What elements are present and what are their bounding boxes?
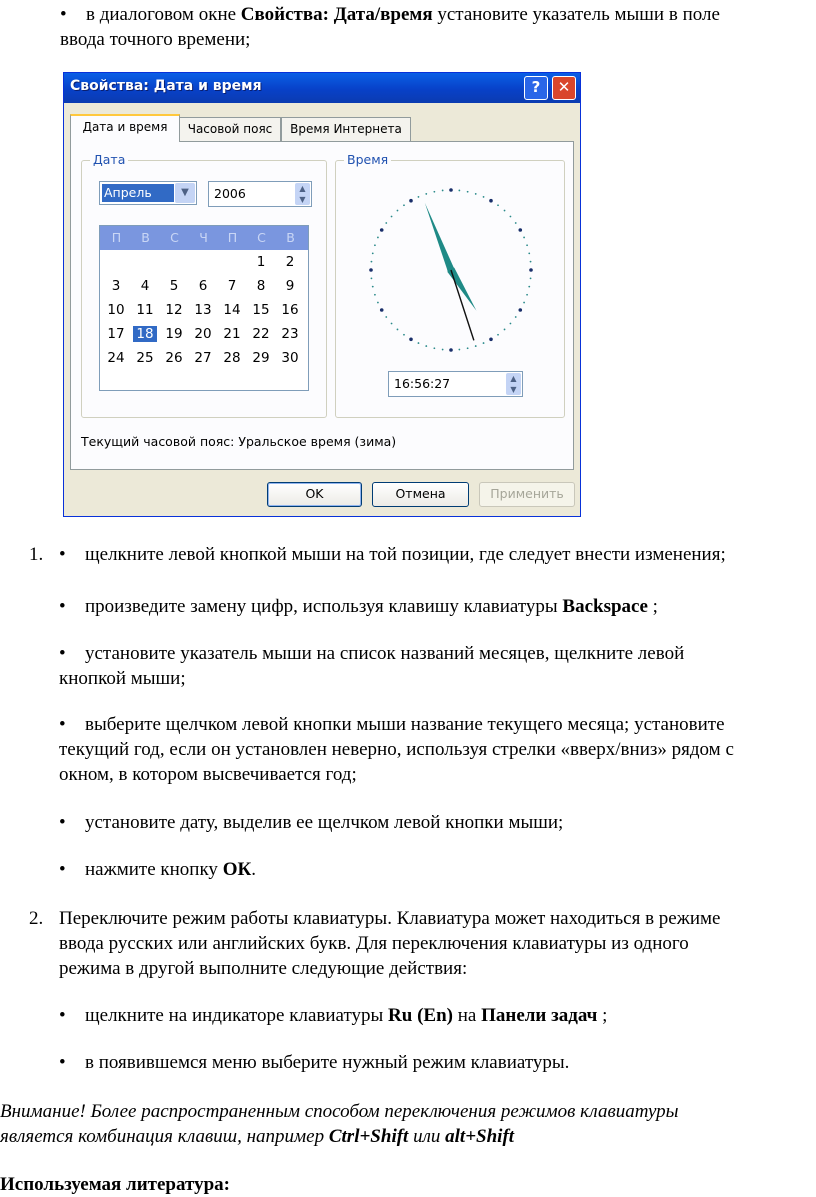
list2-sub2: • в появившемся меню выберите нужный режим клавиатуры. [59,1052,570,1073]
clock-minute-mark [372,286,374,288]
clock-hour-mark [518,308,522,312]
calendar-day[interactable]: 16 [281,302,299,318]
date-group-label: Дата [90,152,128,167]
clock-minute-mark [433,347,435,349]
list2-line1: 2. Переключите режим работы клавиатуры. Клавиатура может находиться в режиме [29,908,721,929]
clock-minute-mark [530,277,532,279]
calendar-day[interactable]: 8 [256,278,266,294]
calendar-day[interactable]: 1 [256,254,266,270]
tab-internet-time[interactable]: Время Интернета [281,117,411,141]
weekday-label: В [141,230,150,245]
cancel-button[interactable]: Отмена [372,482,469,507]
clock-minute-mark [425,193,427,195]
list1-item-4-line2: текущий год, если он установлен неверно, используя стрелки «вверх/вниз» рядом с [59,739,734,760]
clock-minute-hand [425,203,454,278]
calendar-day[interactable]: 23 [281,326,299,342]
clock-minute-mark [442,349,444,351]
list1-item-3-line2: кнопкой мыши; [59,668,186,689]
clock-minute-mark [467,347,469,349]
tab-panel [70,141,574,470]
clock-minute-mark [510,323,512,325]
calendar-day[interactable]: 21 [223,326,241,342]
weekday-label: С [257,230,266,245]
clock-hour-mark [380,228,384,232]
clock-minute-mark [425,345,427,347]
note-line2: является комбинация клавиш, например Ctrl+Shift или alt+Shift [0,1126,515,1147]
spin-arrows-icon[interactable]: ▲ ▼ [506,373,521,395]
calendar-day[interactable]: 17 [107,326,125,342]
clock-minute-mark [526,294,528,296]
month-select[interactable] [99,181,197,205]
list2-line3: режима в другой выполните следующие действия: [59,958,468,979]
clock-minute-mark [523,237,525,239]
tab-timezone[interactable]: Часовой пояс [179,117,281,141]
clock-minute-mark [374,294,376,296]
clock-minute-mark [530,261,532,263]
time-group [335,152,565,418]
clock-minute-mark [528,252,530,254]
clock-hour-mark [529,268,533,272]
clock-minute-mark [403,334,405,336]
month-value: Апрель [102,184,174,202]
clock-minute-mark [374,244,376,246]
dialog-title: Свойства: Дата и время [70,78,262,94]
clock-minute-mark [377,302,379,304]
list1-item-6: • нажмите кнопку ОК. [59,859,256,880]
spin-arrows-icon[interactable]: ▲ ▼ [295,183,310,205]
clock-minute-mark [371,277,373,279]
clock-minute-mark [475,193,477,195]
note-line1: Внимание! Более распространенным способом переключения режимов клавиатуры [0,1101,679,1122]
calendar-weekday-header [100,226,308,250]
clock-minute-mark [528,286,530,288]
clock-minute-mark [418,342,420,344]
calendar-day[interactable]: 30 [281,350,299,366]
clock-minute-mark [433,191,435,193]
intro-paragraph: • в диалоговом окне Свойства: Дата/время установите указатель мыши в поле [60,4,720,25]
list1-item-2: • произведите замену цифр, используя клавишу клавиатуры Backspace ; [59,596,658,617]
clock-minute-mark [397,210,399,212]
year-value: 2006 [214,186,246,201]
clock-hour-mark [380,308,384,312]
clock-minute-mark [497,334,499,336]
calendar-day[interactable]: 27 [194,350,212,366]
help-button[interactable]: ? [524,76,548,100]
clock-minute-mark [504,210,506,212]
calendar-day[interactable]: 28 [223,350,241,366]
calendar-day[interactable]: 22 [252,326,270,342]
clock-minute-mark [515,222,517,224]
calendar-day[interactable]: 9 [285,278,295,294]
clock-minute-mark [391,216,393,218]
year-spinner[interactable] [208,181,312,207]
calendar-day[interactable]: 3 [111,278,121,294]
calendar-day[interactable]: 15 [252,302,270,318]
intro-line2: ввода точного времени; [60,29,251,50]
list1-item-1: 1. • щелкните левой кнопкой мыши на той позиции, где следует внести изменения; [29,544,726,565]
time-group-label: Время [344,152,391,167]
calendar-day[interactable]: 29 [252,350,270,366]
clock-minute-mark [504,329,506,331]
literature-heading: Используемая литература: [0,1174,230,1195]
calendar-day[interactable]: 20 [194,326,212,342]
list-number: 1. [29,544,44,565]
timezone-label: Текущий часовой пояс: Уральское время (зима) [81,434,397,449]
clock-minute-mark [467,191,469,193]
clock-minute-mark [483,342,485,344]
clock-minute-mark [475,345,477,347]
title-bar [64,73,580,103]
clock-minute-mark [391,323,393,325]
clock-hour-mark [449,188,453,192]
calendar-day[interactable]: 11 [136,302,154,318]
time-field[interactable] [388,371,523,397]
calendar-day[interactable]: 5 [169,278,179,294]
calendar-day[interactable]: 12 [165,302,183,318]
tab-date-time[interactable]: Дата и время [70,114,180,142]
bullet: • [60,4,67,25]
list-number: 2. [29,908,44,929]
calendar-day[interactable]: 7 [227,278,237,294]
clock-minute-mark [372,252,374,254]
clock-minute-mark [510,216,512,218]
calendar-day[interactable]: 10 [107,302,125,318]
clock-minute-mark [515,316,517,318]
list2-sub1: • щелкните на индикаторе клавиатуры Ru (En) на Панели задач ; [59,1005,608,1026]
clock-minute-mark [497,204,499,206]
calendar-day[interactable]: 26 [165,350,183,366]
chevron-down-icon[interactable]: ▼ [175,183,195,203]
ok-button[interactable]: OK [267,482,362,507]
close-button[interactable]: ✕ [552,76,576,100]
clock-hour-mark [489,337,493,341]
calendar-day[interactable]: 2 [285,254,295,270]
calendar-day[interactable]: 4 [140,278,150,294]
date-group [81,152,327,418]
clock-hour-mark [409,337,413,341]
clock-minute-mark [442,190,444,192]
clock-minute-mark [371,261,373,263]
clock-second-hand [451,270,474,340]
clock-hour-mark [369,268,373,272]
calendar-day[interactable]: 24 [107,350,125,366]
apply-button: Применить [479,482,575,507]
clock-minute-mark [458,190,460,192]
list1-item-4-line3: окном, в котором высвечивается год; [59,764,357,785]
clock-minute-mark [403,204,405,206]
calendar[interactable] [99,225,309,391]
weekday-label: П [227,230,238,245]
clock-minute-mark [397,329,399,331]
analog-clock [366,185,536,358]
calendar-day[interactable]: 18 [133,326,157,342]
weekday-label: С [170,230,179,245]
clock-hour-mark [518,228,522,232]
weekday-label: В [286,230,295,245]
clock-hour-mark [449,348,453,352]
weekday-label: Ч [199,230,208,245]
list1-item-5: • установите дату, выделив ее щелчком левой кнопки мыши; [59,812,564,833]
time-value: 16:56:27 [394,376,451,391]
clock-hour-mark [409,199,413,203]
calendar-day[interactable]: 14 [223,302,241,318]
weekday-label: П [111,230,122,245]
clock-minute-mark [377,237,379,239]
clock-minute-mark [523,302,525,304]
list1-item-4: • выберите щелчком левой кнопки мыши название текущего месяца; установите [59,714,725,735]
clock-minute-mark [385,222,387,224]
clock-minute-mark [526,244,528,246]
clock-hour-mark [489,199,493,203]
calendar-day[interactable]: 19 [165,326,183,342]
calendar-day[interactable]: 13 [194,302,212,318]
clock-minute-mark [458,349,460,351]
calendar-day[interactable]: 25 [136,350,154,366]
clock-minute-mark [418,196,420,198]
calendar-day[interactable]: 6 [198,278,208,294]
list1-item-3: • установите указатель мыши на список названий месяцев, щелкните левой [59,643,685,664]
clock-minute-mark [385,316,387,318]
list2-line2: ввода русских или английских букв. Для переключения клавиатуры из одного [59,933,689,954]
date-time-dialog [63,72,581,517]
clock-minute-mark [483,196,485,198]
